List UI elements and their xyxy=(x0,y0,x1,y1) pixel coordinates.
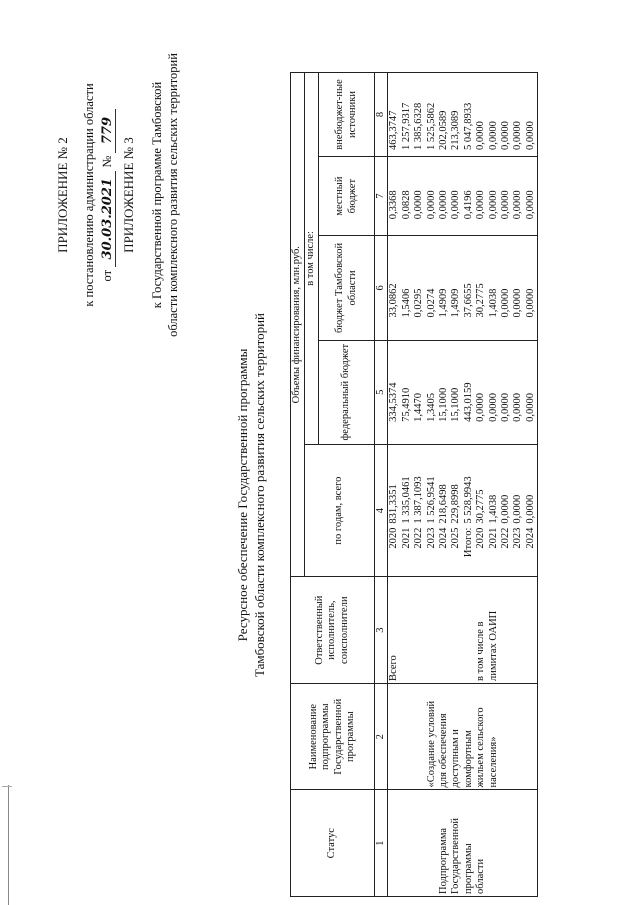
header-local: местный бюджет xyxy=(319,156,375,235)
year-list: 2020 2021 2022 2023 2024 2025 Итого: 2020 2021 2022 2023 2024 xyxy=(388,528,537,562)
by-years-cell xyxy=(388,444,538,577)
header-by-years-total: по годам, всего xyxy=(305,444,375,577)
subprogram-name-text: «Создание условий для обеспечения доступным и комфортным жильем сельского населения» xyxy=(425,700,499,788)
column-number: 7 xyxy=(375,156,388,235)
header-federal: федеральный бюджет xyxy=(319,340,375,444)
extrabudget-values: 463,3747 1 257,9317 1 385,6328 1 525,5862 202,0589 213,3089 5 047,8933 0,0000 0,0000 0,0000 0,0000 0,0000 xyxy=(388,102,536,150)
status-cell xyxy=(388,790,538,897)
order-date: 30.03.2021 xyxy=(101,171,116,267)
annex3-line1: к Государственной программе Тамбовской xyxy=(150,81,164,309)
executor-text xyxy=(388,579,537,681)
scan-edge-tick xyxy=(2,786,12,787)
header-regional: бюджет Тамбовской области xyxy=(319,236,375,340)
column-number: 2 xyxy=(375,683,388,790)
header-executor: Ответственный исполнитель, соисполнители xyxy=(291,577,375,684)
column-number: 5 xyxy=(375,340,388,444)
annex3-title: ПРИЛОЖЕНИЕ № 3 xyxy=(121,137,136,253)
executor-limits-label-1: в том числе в xyxy=(475,621,487,681)
total-values: 831,3351 1 335,0461 1 387,1093 1 526,9541 218,6498 229,8998 5 528,9943 30,2775 1,4038 0,0000 0,0000 0,0000 xyxy=(388,476,536,524)
resource-table xyxy=(290,72,538,897)
status-text: Подпрограмма Государственной программы области xyxy=(438,818,487,894)
column-number: 4 xyxy=(375,444,388,577)
header-funding-volume: Объемы финансирования, млн.руб. xyxy=(291,73,305,577)
extrabudget-cell xyxy=(388,73,538,157)
annex3-line2: области комплексного развития сельских территорий xyxy=(166,53,180,337)
header-status: Статус xyxy=(291,790,375,897)
header-extrabudget: внебюджет-ные источники xyxy=(319,73,375,157)
order-line xyxy=(100,45,116,345)
order-number-sign: № xyxy=(100,155,114,168)
column-number: 8 xyxy=(375,73,388,157)
regional-cell xyxy=(388,236,538,340)
doc-title-line1: Ресурсное обеспечение Государственной программы xyxy=(235,348,250,642)
header-subprogram-name: Наименование подпрограммы Государственной программы xyxy=(291,683,375,790)
order-from: от xyxy=(100,269,114,282)
annex2-line: к постановлению администрации области xyxy=(82,83,96,307)
regional-values: 33,0862 1,5406 0,0295 0,0274 1,4909 1,4909 37,6655 30,2775 1,4038 0,0000 0,0000 0,0000 xyxy=(388,283,536,318)
column-number: 6 xyxy=(375,236,388,340)
local-values: 0,3368 0,0828 0,0000 0,0000 0,0000 0,0000 0,4196 0,0000 0,0000 0,0000 0,0000 0,0000 xyxy=(388,190,536,220)
year-itogo: Итого: xyxy=(462,527,474,558)
annex2-title: ПРИЛОЖЕНИЕ № 2 xyxy=(55,137,70,253)
header-including: в том числе: xyxy=(305,73,319,445)
executor-cell xyxy=(388,577,538,684)
executor-limits-label-2: лимитах ОАИП xyxy=(487,610,499,681)
column-number: 3 xyxy=(375,577,388,684)
column-number: 1 xyxy=(375,790,388,897)
subprogram-name-cell xyxy=(388,683,538,790)
scan-edge-mark xyxy=(8,785,9,905)
doc-title-line2: Тамбовской области комплексного развития сельских территорий xyxy=(252,312,267,678)
federal-cell xyxy=(388,340,538,444)
local-cell xyxy=(388,156,538,235)
order-number: 779 xyxy=(101,109,116,153)
executor-total-label: Всего xyxy=(388,655,400,681)
federal-values: 334,5374 75,4910 1,4470 1,3405 15,1000 15,1000 443,0159 0,0000 0,0000 0,0000 0,0000 0,0000 xyxy=(388,382,536,422)
